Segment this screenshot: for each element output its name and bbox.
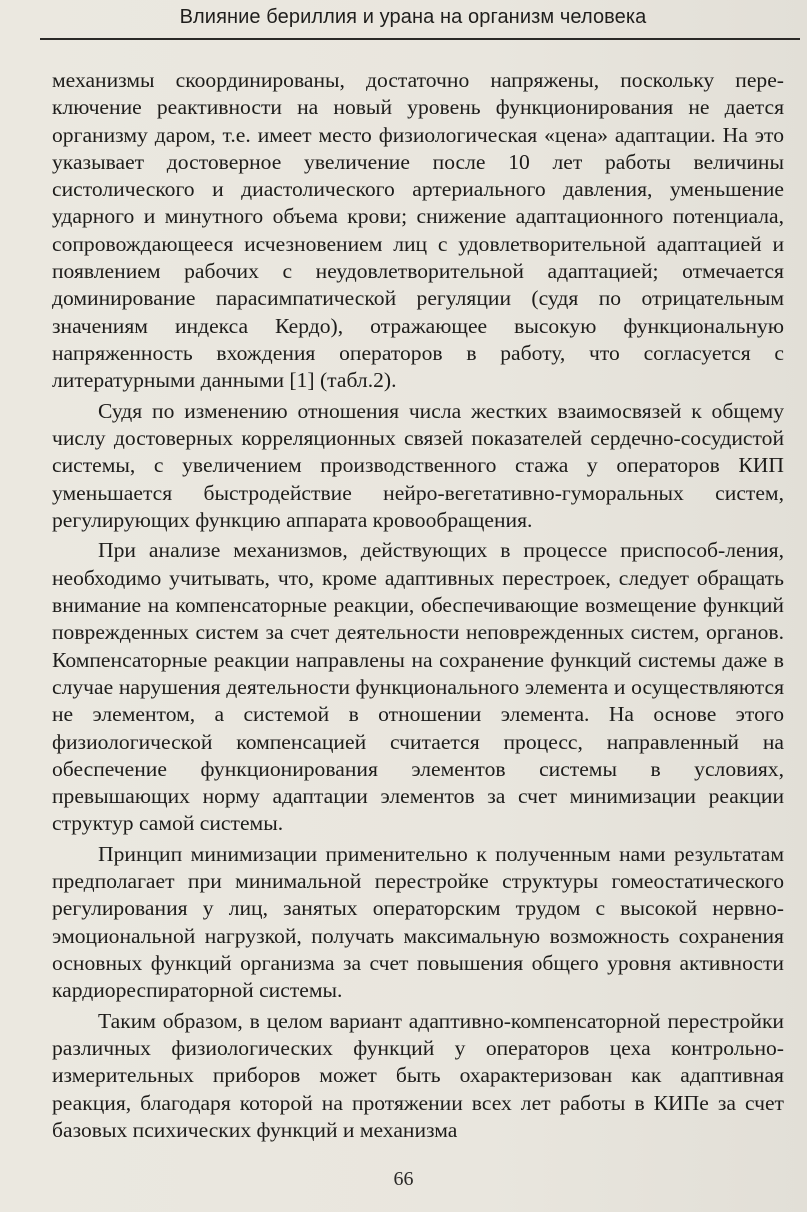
paragraph: Принцип минимизации применительно к полученным нами результатам предполагает при минимальной перестройке структуры гомеостатического регулирования у лиц, занятых операторским трудом с высокой нервно-эмоциональной нагрузкой, получать максимальную возможность сохранения основных функций организма за счет повышения общего уровня активности кардиореспираторной системы. [52, 841, 784, 1003]
body-text [52, 67, 784, 1144]
header-rule [40, 38, 800, 40]
paragraph: Таким образом, в целом вариант адаптивно-компенсаторной перестройки различных физиологических функций у операторов цеха контрольно-измерительных приборов может быть охарактеризован как адаптивная реакция, благодаря которой на протяжении всех лет работы в КИПе за счет базовых психических функций и механизма [52, 1008, 784, 1143]
paragraph-continued: механизмы скоординированы, достаточно напряжены, поскольку переключение реактивности на новый уровень функционирования не дается организму даром, т.е. имеет место физиологическая «цена» адаптации. На это указывает достоверное увеличение после 10 лет работы величины систолического и диастолического артериального давления, уменьшение ударного и минутного объема крови; снижение адаптационного потенциала, сопровождающееся исчезновением лиц с удовлетворительной адаптацией и появлением рабочих с неудовлетворительной адаптацией; отмечается доминирование парасимпатической регуляции (судя по отрицательным значениям индекса Кердо), отражающее высокую функциональную напряженность вхождения операторов в работу, что согласуется с литературными данными [1] (табл.2). [52, 68, 784, 393]
paragraph: При анализе механизмов, действующих в процессе приспособ-ления, необходимо учитывать, что, кроме адаптивных перестроек, следует обращать внимание на компенсаторные реакции, обеспечивающие возмещение функций поврежденных систем за счет деятельности неповрежденных систем, органов. Компенсаторные реакции направлены на сохранение функций системы даже в случае нарушения деятельности функционального элемента и осуществляются не элементом, а системой в отношении элемента. На основе этого физиологической компенсацией считается процесс, направленный на обеспечение функционирования элементов системы в условиях, превышающих норму адаптации элементов за счет минимизации реакции структур самой системы. [52, 538, 784, 836]
paragraph: Судя по изменению отношения числа жестких взаимосвязей к общему числу достоверных корреляционных связей показателей сердечно-сосудистой системы, с увеличением производственного стажа у операторов КИП уменьшается быстродействие нейро-вегетативно-гуморальных систем, регулирующих функцию аппарата кровообращения. [52, 398, 784, 532]
running-header: Влияние бериллия и урана на организм человека [179, 6, 647, 28]
page-number: 66 [393, 1168, 414, 1190]
